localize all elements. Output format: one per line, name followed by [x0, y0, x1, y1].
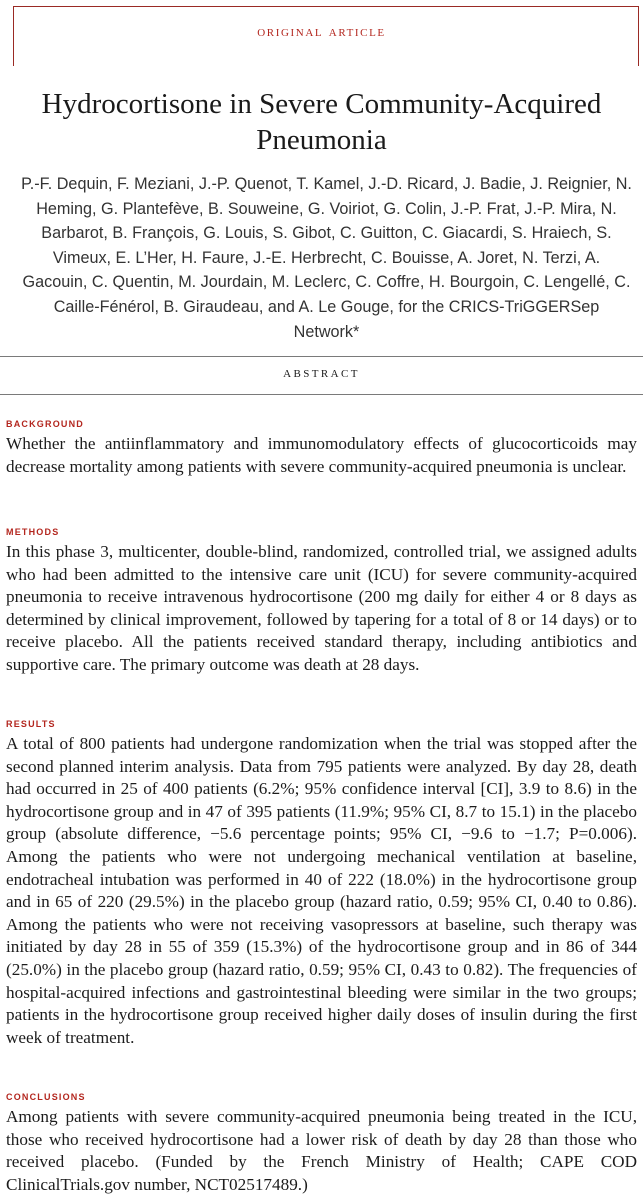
section-text: Among patients with severe community-acquired pneumonia being treated in the ICU, those who received hydrocortisone had a lower risk of death by day 28 than those who received placebo. (Funded by the French Ministry of Health; CAPE COD ClinicalTrials.gov number, NCT02517489.)	[6, 1107, 637, 1194]
abstract-top-rule	[0, 356, 643, 357]
section-text: In this phase 3, multicenter, double-blind, randomized, controlled trial, we assigned adults who had been admitted to the intensive care unit (ICU) for severe community-acquired pneumonia to receive intravenous hydrocortisone (200 mg daily for either 4 or 8 days as determined by clinical improvement, followed by tapering for a total of 8 or 14 days) or to receive placebo. All the patients received standard therapy, including antibiotics and supportive care. The primary outcome was death at 28 days.	[6, 542, 637, 674]
abstract-section-conclusions	[6, 1088, 637, 1196]
section-heading: conclusions	[6, 1089, 86, 1103]
section-heading: background	[6, 416, 84, 430]
abstract-bottom-rule	[0, 394, 643, 395]
abstract-heading: abstract	[283, 365, 360, 381]
author-list: P.-F. Dequin, F. Meziani, J.-P. Quenot, T. Kamel, J.-D. Ricard, J. Badie, J. Reignier, N. Heming, G. Plantefève, B. Souweine, G. Voiriot, G. Colin, J.-P. Frat, J.-P. Mira, N. Barbarot, B. François, G. Louis, S. Gibot, C. Guitton, C. Giacardi, S. Hraiech, S. Vimeux, E. L’Her, H. Faure, J.-E. Herbrecht, C. Bouisse, A. Joret, N. Terzi, A. Gacouin, C. Quentin, M. Jourdain, M. Leclerc, C. Coffre, H. Bourgoin, C. Lengellé, C. Caille-Fénérol, B. Giraudeau, and A. Le Gouge, for the CRICS-TriGGERSep Network*	[21, 175, 632, 341]
article-title: Hydrocortisone in Severe Community-Acquired Pneumonia	[41, 88, 602, 156]
section-text: Whether the antiinflammatory and immunomodulatory effects of glucocorticoids may decrease mortality among patients with severe community-acquired pneumonia is unclear.	[6, 434, 637, 476]
section-text: A total of 800 patients had undergone randomization when the trial was stopped after the second planned interim analysis. Data from 795 patients were analyzed. By day 28, death had occurred in 25 of 400 patients (6.2%; 95% confidence interval [CI], 3.9 to 8.6) in the hydrocortisone group and in 47 of 395 patients (11.9%; 95% CI, 8.7 to 15.1) in the placebo group (absolute difference, −5.6 percentage points; 95% CI, −9.6 to −1.7; P=0.006). Among the patients who were not undergoing mechanical ventilation at baseline, endotracheal intubation was performed in 40 of 222 (18.0%) in the hydrocortisone group and in 65 of 220 (29.5%) in the placebo group (hazard ratio, 0.59; 95% CI, 0.40 to 0.86). Among the patients who were not receiving vasopressors at baseline, such therapy was initiated by day 28 in 55 of 359 (15.3%) of the hydrocortisone group and in 86 of 344 (25.0%) in the placebo group (hazard ratio, 0.59; 95% CI, 0.43 to 0.82). The frequencies of hospital-acquired infections and gastrointestinal bleeding were similar in the two groups; patients in the hydrocortisone group received higher daily doses of insulin during the first week of treatment.	[6, 734, 637, 1047]
section-heading: methods	[6, 524, 60, 538]
abstract-section-background	[6, 415, 637, 478]
article-type-label: original article	[257, 23, 386, 40]
abstract-section-results	[6, 715, 637, 1049]
header-frame-top-rule	[13, 6, 639, 7]
section-heading: results	[6, 716, 56, 730]
abstract-heading-band	[0, 356, 643, 396]
abstract-section-methods	[6, 523, 637, 677]
